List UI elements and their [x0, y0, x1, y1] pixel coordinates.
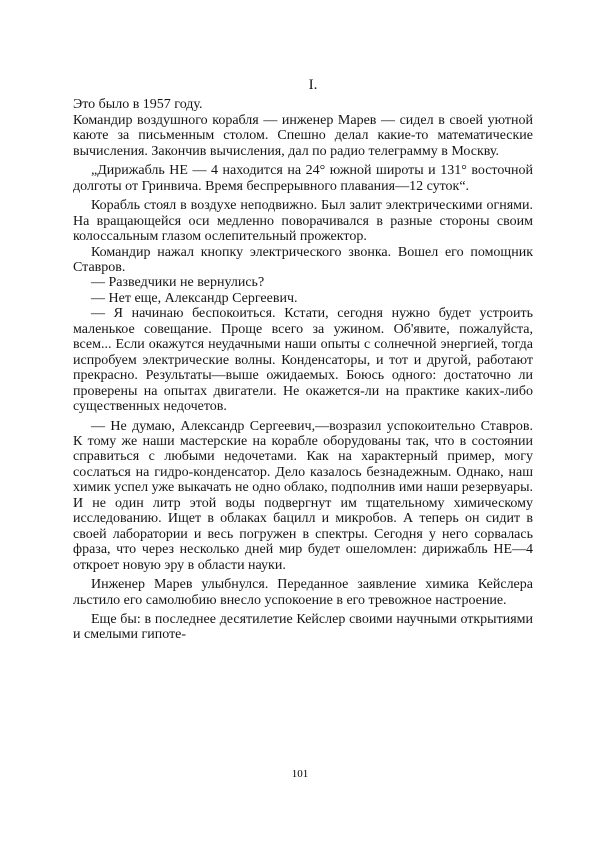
paragraph: Корабль стоял в воздухе неподвижно. Был залит электрическими огнями. На вращающейся оси медленно поворачивался в разные стороны своим колоссальным глазом ослепительный прожектор. — [73, 198, 533, 245]
paragraph: Это было в 1957 году. — [73, 97, 203, 113]
page-text-block — [73, 78, 533, 643]
paragraph: Командир воздушного корабля — инженер Марев — сидел в своей уютной каюте за письменным столом. Спешно делал какие-то математические вычисления. Закончив вычисления, дал по радио телеграмму в Москву. — [73, 112, 533, 159]
paragraph: — Не думаю, Александр Сергеевич,—возразил успокоительно Ставров. К тому же наши мастерские на корабле оборудованы так, что в состоянии справиться с любыми недочетами. Как на характерный пример, могу сослаться на гидро-конденсатор. Дело казалось безнадежным. Однако, наш химик успел уже выкачать не одно облако, подполнив ими наши резервуары. И не один литр этой воды подвергнут им тщательному химическому исследованию. Ищет в облаках бацилл и микробов. А теперь он сидит в своей лаборатории и весь погружен в спектры. Сегодня у него сорвалась фраза, что через несколько дней мир будет ошеломлен: дирижабль НЕ—4 откроет новую эру в области науки. — [73, 418, 533, 573]
chapter-number: I. — [308, 77, 318, 93]
paragraph: — Нет еще, Александр Сергеевич. — [91, 290, 298, 306]
paragraph: Командир нажал кнопку электрического звонка. Вошел его помощник Ставров. — [73, 244, 533, 275]
paragraph: — Я начинаю беспокоиться. Кстати, сегодня нужно будет устроить маленькое совещание. Проще всего за ужином. Об'явите, пожалуйста, всем... Если окажутся неудачными наши опыты с солнечной энергией, тогда испробуем электрические волны. Конденсаторы, и тот и другой, работают прекрасно. Результаты—выше ожидаемых. Боюсь одного: достаточно ли проверены на опытах двигатели. Не окажется-ли на практике каких-либо существенных недочетов. — [73, 306, 533, 415]
paragraph: Еще бы: в последнее десятилетие Кейслер своими научными открытиями и смелыми гипоте- — [73, 611, 533, 643]
paragraph: — Разведчики не вернулись? — [91, 275, 265, 291]
paragraph: „Дирижабль НЕ — 4 находится на 24° южной широты и 131° восточной долготы от Гринвича. Время беспрерывного плавания—12 суток“. — [73, 163, 533, 194]
paragraph: Инженер Марев улыбнулся. Переданное заявление химика Кейслера льстило его самолюбию внесло успокоение в его тревожное настроение. — [73, 577, 533, 608]
page-number: 101 — [291, 768, 309, 780]
